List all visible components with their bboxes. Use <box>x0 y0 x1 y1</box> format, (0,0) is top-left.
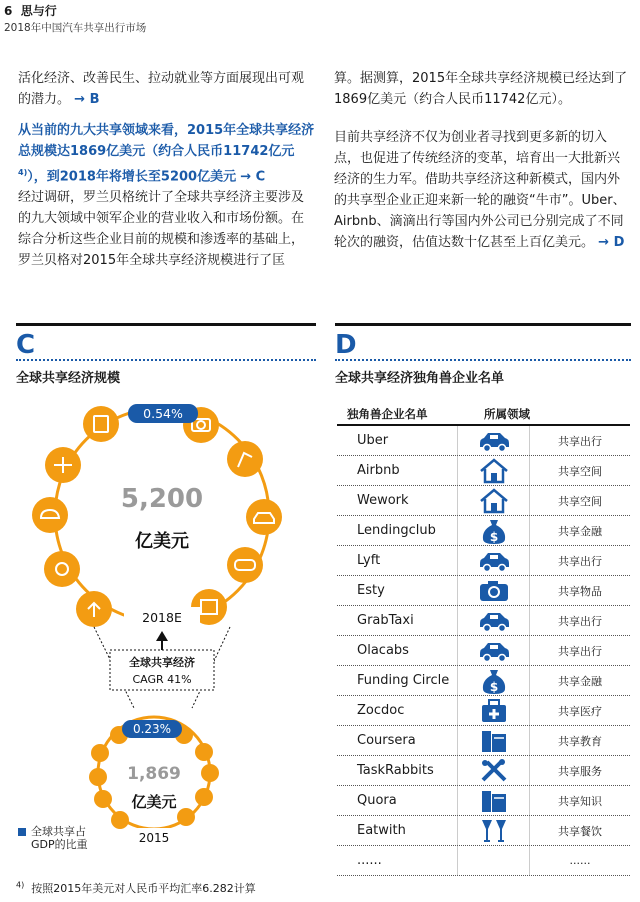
books-icon <box>457 786 530 815</box>
legend-label: 全球共享占GDP的比重 <box>31 825 88 851</box>
field-name: 共享金融 <box>558 524 602 538</box>
section-d-dotted-rule <box>335 359 631 361</box>
company-name: ...... <box>357 853 382 868</box>
company-name: GrabTaxi <box>357 613 414 628</box>
money-bag-icon <box>457 516 530 545</box>
table-row <box>337 636 630 666</box>
ref-link-b[interactable]: → B <box>74 92 100 107</box>
section-c-rule <box>16 323 316 326</box>
top-unit-text: 亿美元 <box>135 531 189 552</box>
company-name: Zocdoc <box>357 703 405 718</box>
page-number: 6 <box>4 4 13 18</box>
field-name: 共享出行 <box>558 614 602 628</box>
top-ring <box>55 408 269 622</box>
page-header <box>4 2 146 35</box>
header-field: 所属领域 <box>484 407 530 421</box>
svg-text:$: $ <box>489 529 498 544</box>
top-ring-icons <box>32 406 282 627</box>
field-name: 共享餐饮 <box>558 824 602 838</box>
gamepad-icon <box>227 547 263 583</box>
footnote-text: 按照2015年美元对人民币平均汇率6.282计算 <box>31 882 256 895</box>
field-name: 共享教育 <box>558 734 602 748</box>
books-icon <box>457 726 530 755</box>
ref-link-c[interactable]: → C <box>240 169 266 185</box>
field-name: 共享出行 <box>558 434 602 448</box>
table-row <box>337 786 630 816</box>
car-icon <box>457 426 530 455</box>
table-row <box>337 486 630 516</box>
company-name: Quora <box>357 793 397 808</box>
bottom-value-text: 1,869 <box>127 764 181 784</box>
section-c-letter: C <box>16 330 36 360</box>
header-subtitle: 2018年中国汽车共享出行市场 <box>4 22 147 34</box>
table-row <box>337 516 630 546</box>
table-row <box>337 846 630 876</box>
chart-legend <box>18 825 95 851</box>
car-icon <box>457 546 530 575</box>
house-icon <box>457 486 530 515</box>
money-icon <box>44 551 80 587</box>
cloud-icon <box>32 497 68 533</box>
table-row <box>337 726 630 756</box>
section-d-letter: D <box>335 330 357 360</box>
left-para-1: 活化经济、改善民生、拉动就业等方面展现出可观的潜力。 → B <box>18 71 305 107</box>
field-name: ...... <box>569 854 591 867</box>
field-name: 共享医疗 <box>558 704 602 718</box>
sharing-economy-infographic <box>14 395 314 855</box>
table-row <box>337 456 630 486</box>
table-header <box>337 404 630 426</box>
glasses-icon <box>457 816 530 845</box>
company-name: TaskRabbits <box>357 763 434 778</box>
company-name: Coursera <box>357 733 416 748</box>
table-row <box>337 666 630 696</box>
company-name: Eatwith <box>357 823 406 838</box>
table-row <box>337 606 630 636</box>
footnote-number: 4) <box>16 880 25 890</box>
money-bag-icon <box>457 666 530 695</box>
company-name: Wework <box>357 493 409 508</box>
company-name: Olacabs <box>357 643 409 658</box>
cagr-value: CAGR 41% <box>132 673 192 686</box>
header-title-line <box>4 2 146 19</box>
right-column <box>334 68 632 263</box>
table-row <box>337 816 630 846</box>
company-name: Airbnb <box>357 463 400 478</box>
left-para-2: 从当前的九大共享领域来看，2015年全球共享经济总规模达1869亿美元（约合人民币11742亿元$^{4)}$），到2018年将增长至5200亿美元 → C <box>18 123 315 185</box>
field-name: 共享知识 <box>558 794 602 808</box>
robot-arm-icon <box>227 441 263 477</box>
house-icon <box>457 456 530 485</box>
section-c-title: 全球共享经济规模 <box>16 371 121 386</box>
company-name: Esty <box>357 583 385 598</box>
tools-icon <box>457 756 530 785</box>
bottom-unit-text: 亿美元 <box>131 793 177 811</box>
field-name: 共享金融 <box>558 674 602 688</box>
table-row <box>337 546 630 576</box>
empty-icon-cell <box>457 846 530 875</box>
car-icon <box>457 606 530 635</box>
header-title: 思与行 <box>20 4 57 18</box>
left-para-3: 经过调研，罗兰贝格统计了全球共享经济主要涉及的九大领域中领军企业的营业收入和市场份额。在综合分析这些企业目前的规模和渗透率的基础上，罗兰贝格对2015年全球共享经济规模进行了匡 <box>18 190 305 269</box>
medical-kit-icon <box>457 696 530 725</box>
company-name: Lendingclub <box>357 523 436 538</box>
ref-link-d[interactable]: → D <box>598 235 625 250</box>
left-column <box>18 68 316 281</box>
table-row <box>337 756 630 786</box>
camera-icon <box>457 576 530 605</box>
right-para-1: 算。据测算，2015年全球共享经济规模已经达到了1869亿美元（约合人民币11742亿元）。 <box>334 71 628 107</box>
legend-swatch <box>18 828 26 836</box>
section-d-rule <box>335 323 631 326</box>
section-c-dotted-rule <box>16 359 316 361</box>
cagr-label: 全球共享经济 <box>129 656 195 669</box>
laundry-icon <box>83 406 119 442</box>
company-name: Uber <box>357 433 389 448</box>
car-icon <box>457 636 530 665</box>
company-name: Funding Circle <box>357 673 450 688</box>
top-value-text: 5,200 <box>120 484 204 514</box>
table-row <box>337 696 630 726</box>
footnote <box>16 880 256 896</box>
footnote-marker: 4) <box>18 168 28 177</box>
bottom-pct-text: 0.23% <box>132 722 172 736</box>
section-d-title: 全球共享经济独角兽企业名单 <box>335 371 505 386</box>
bottom-year-text: 2015 <box>138 831 170 845</box>
field-name: 共享空间 <box>558 464 602 478</box>
unicorn-table <box>337 404 630 876</box>
car-icon <box>246 499 282 535</box>
field-name: 共享服务 <box>558 764 602 778</box>
field-name: 共享空间 <box>558 494 602 508</box>
right-para-2: 目前共享经济不仅为创业者寻找到更多新的切入点，也促进了传统经济的变革，培育出一大批新兴经济的生力军。借助共享经济这种新模式，国内外的共享型企业正迎来新一轮的融资“牛市”。Uber、Airbnb、滴滴出行等国内外公司已分别完成了不同轮次的融资，估值达数十亿甚至上百亿美元。 → D <box>334 130 626 250</box>
company-name: Lyft <box>357 553 381 568</box>
svg-text:$: $ <box>489 679 498 694</box>
field-name: 共享物品 <box>558 584 602 598</box>
header-company: 独角兽企业名单 <box>347 407 428 421</box>
field-name: 共享出行 <box>558 644 602 658</box>
table-row <box>337 576 630 606</box>
table-row <box>337 426 630 456</box>
field-name: 共享出行 <box>558 554 602 568</box>
top-year-text: 2018E <box>142 610 182 625</box>
top-pct-text: 0.54% <box>143 406 183 421</box>
